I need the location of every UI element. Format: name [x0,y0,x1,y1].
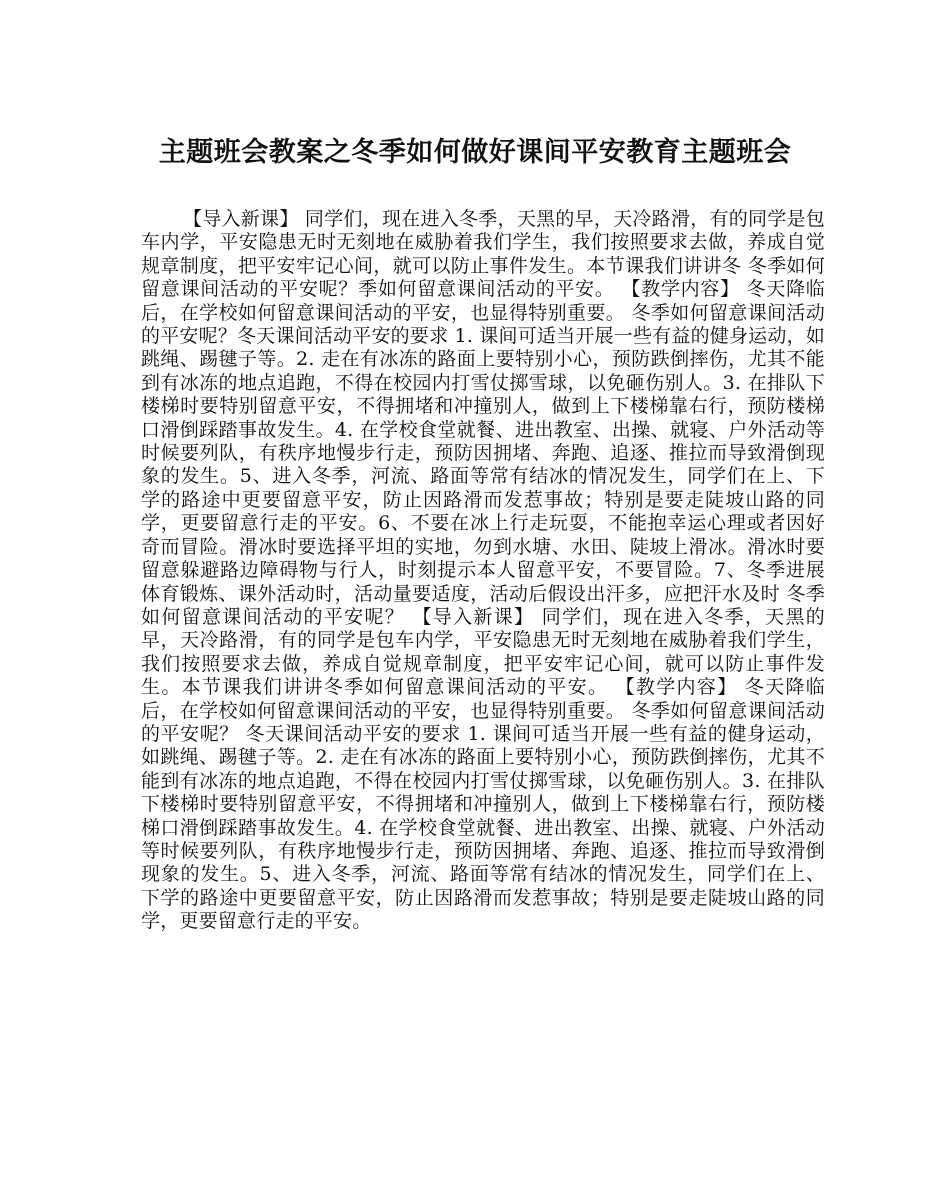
document-body: 【导入新课】 同学们，现在进入冬季，天黑的早，天冷路滑，有的同学是包车内学，平安隐患无时无刻地在威胁着我们学生，我们按照要求去做，养成自觉规章制度，把平安牢记心间，就可以防止事件发生。本节课我们讲讲冬 冬季如何留意课间活动的平安呢？季如何留意课间活动的平安。 【教学内容】 冬天降临后，在学校如何留意课间活动的平安，也显得特别重要。 冬季如何留意课间活动的平安呢？冬天课间活动平安的要求 1. 课间可适当开展一些有益的健身运动，如跳绳、踢毽子等。2. 走在有冰冻的路面上要特别小心，预防跌倒摔伤，尤其不能到有冰冻的地点追跑，不得在校园内打雪仗掷雪球，以免砸伤别人。3. 在排队下楼梯时要特别留意平安，不得拥堵和冲撞别人，做到上下楼梯靠右行，预防楼梯口滑倒踩踏事故发生。4. 在学校食堂就餐、进出教室、出操、就寝、户外活动等时候要列队，有秩序地慢步行走，预防因拥堵、奔跑、追逐、推拉而导致滑倒现象的发生。5、进入冬季，河流、路面等常有结冰的情况发生，同学们在上、下学的路途中更要留意平安，防止因路滑而发惹事故；特别是要走陡坡山路的同学，更要留意行走的平安。6、不要在冰上行走玩耍，不能抱幸运心理或者因好奇而冒险。滑冰时要选择平坦的实地，勿到水塘、水田、陡坡上滑冰。滑冰时要留意躲避路边障碍物与行人，时刻提示本人留意平安，不要冒险。7、冬季进展体育锻炼、课外活动时，活动量要适度，活动后假设出汗多，应把汗水及时 冬季如何留意课间活动的平安呢？ 【导入新课】 同学们，现在进入冬季，天黑的早，天冷路滑，有的同学是包车内学，平安隐患无时无刻地在威胁着我们学生，我们按照要求去做，养成自觉规章制度，把平安牢记心间，就可以防止事件发生。本节课我们讲讲冬季如何留意课间活动的平安。 【教学内容】 冬天降临后，在学校如何留意课间活动的平安，也显得特别重要。 冬季如何留意课间活动的平安呢？ 冬天课间活动平安的要求 1. 课间可适当开展一些有益的健身运动，如跳绳、踢毽子等。2. 走在有冰冻的路面上要特别小心，预防跌倒摔伤，尤其不能到有冰冻的地点追跑，不得在校园内打雪仗掷雪球，以免砸伤别人。3. 在排队下楼梯时要特别留意平安，不得拥堵和冲撞别人，做到上下楼梯靠右行，预防楼梯口滑倒踩踏事故发生。4. 在学校食堂就餐、进出教室、出操、就寝、户外活动等时候要列队，有秩序地慢步行走，预防因拥堵、奔跑、追逐、推拉而导致滑倒现象的发生。5、进入冬季，河流、路面等常有结冰的情况发生，同学们在上、下学的路途中更要留意平安，防止因路滑而发惹事故；特别是要走陡坡山路的同学，更要留意行走的平安。 [141,208,825,933]
document-title: 主题班会教案之冬季如何做好课间平安教育主题班会 [158,137,792,168]
